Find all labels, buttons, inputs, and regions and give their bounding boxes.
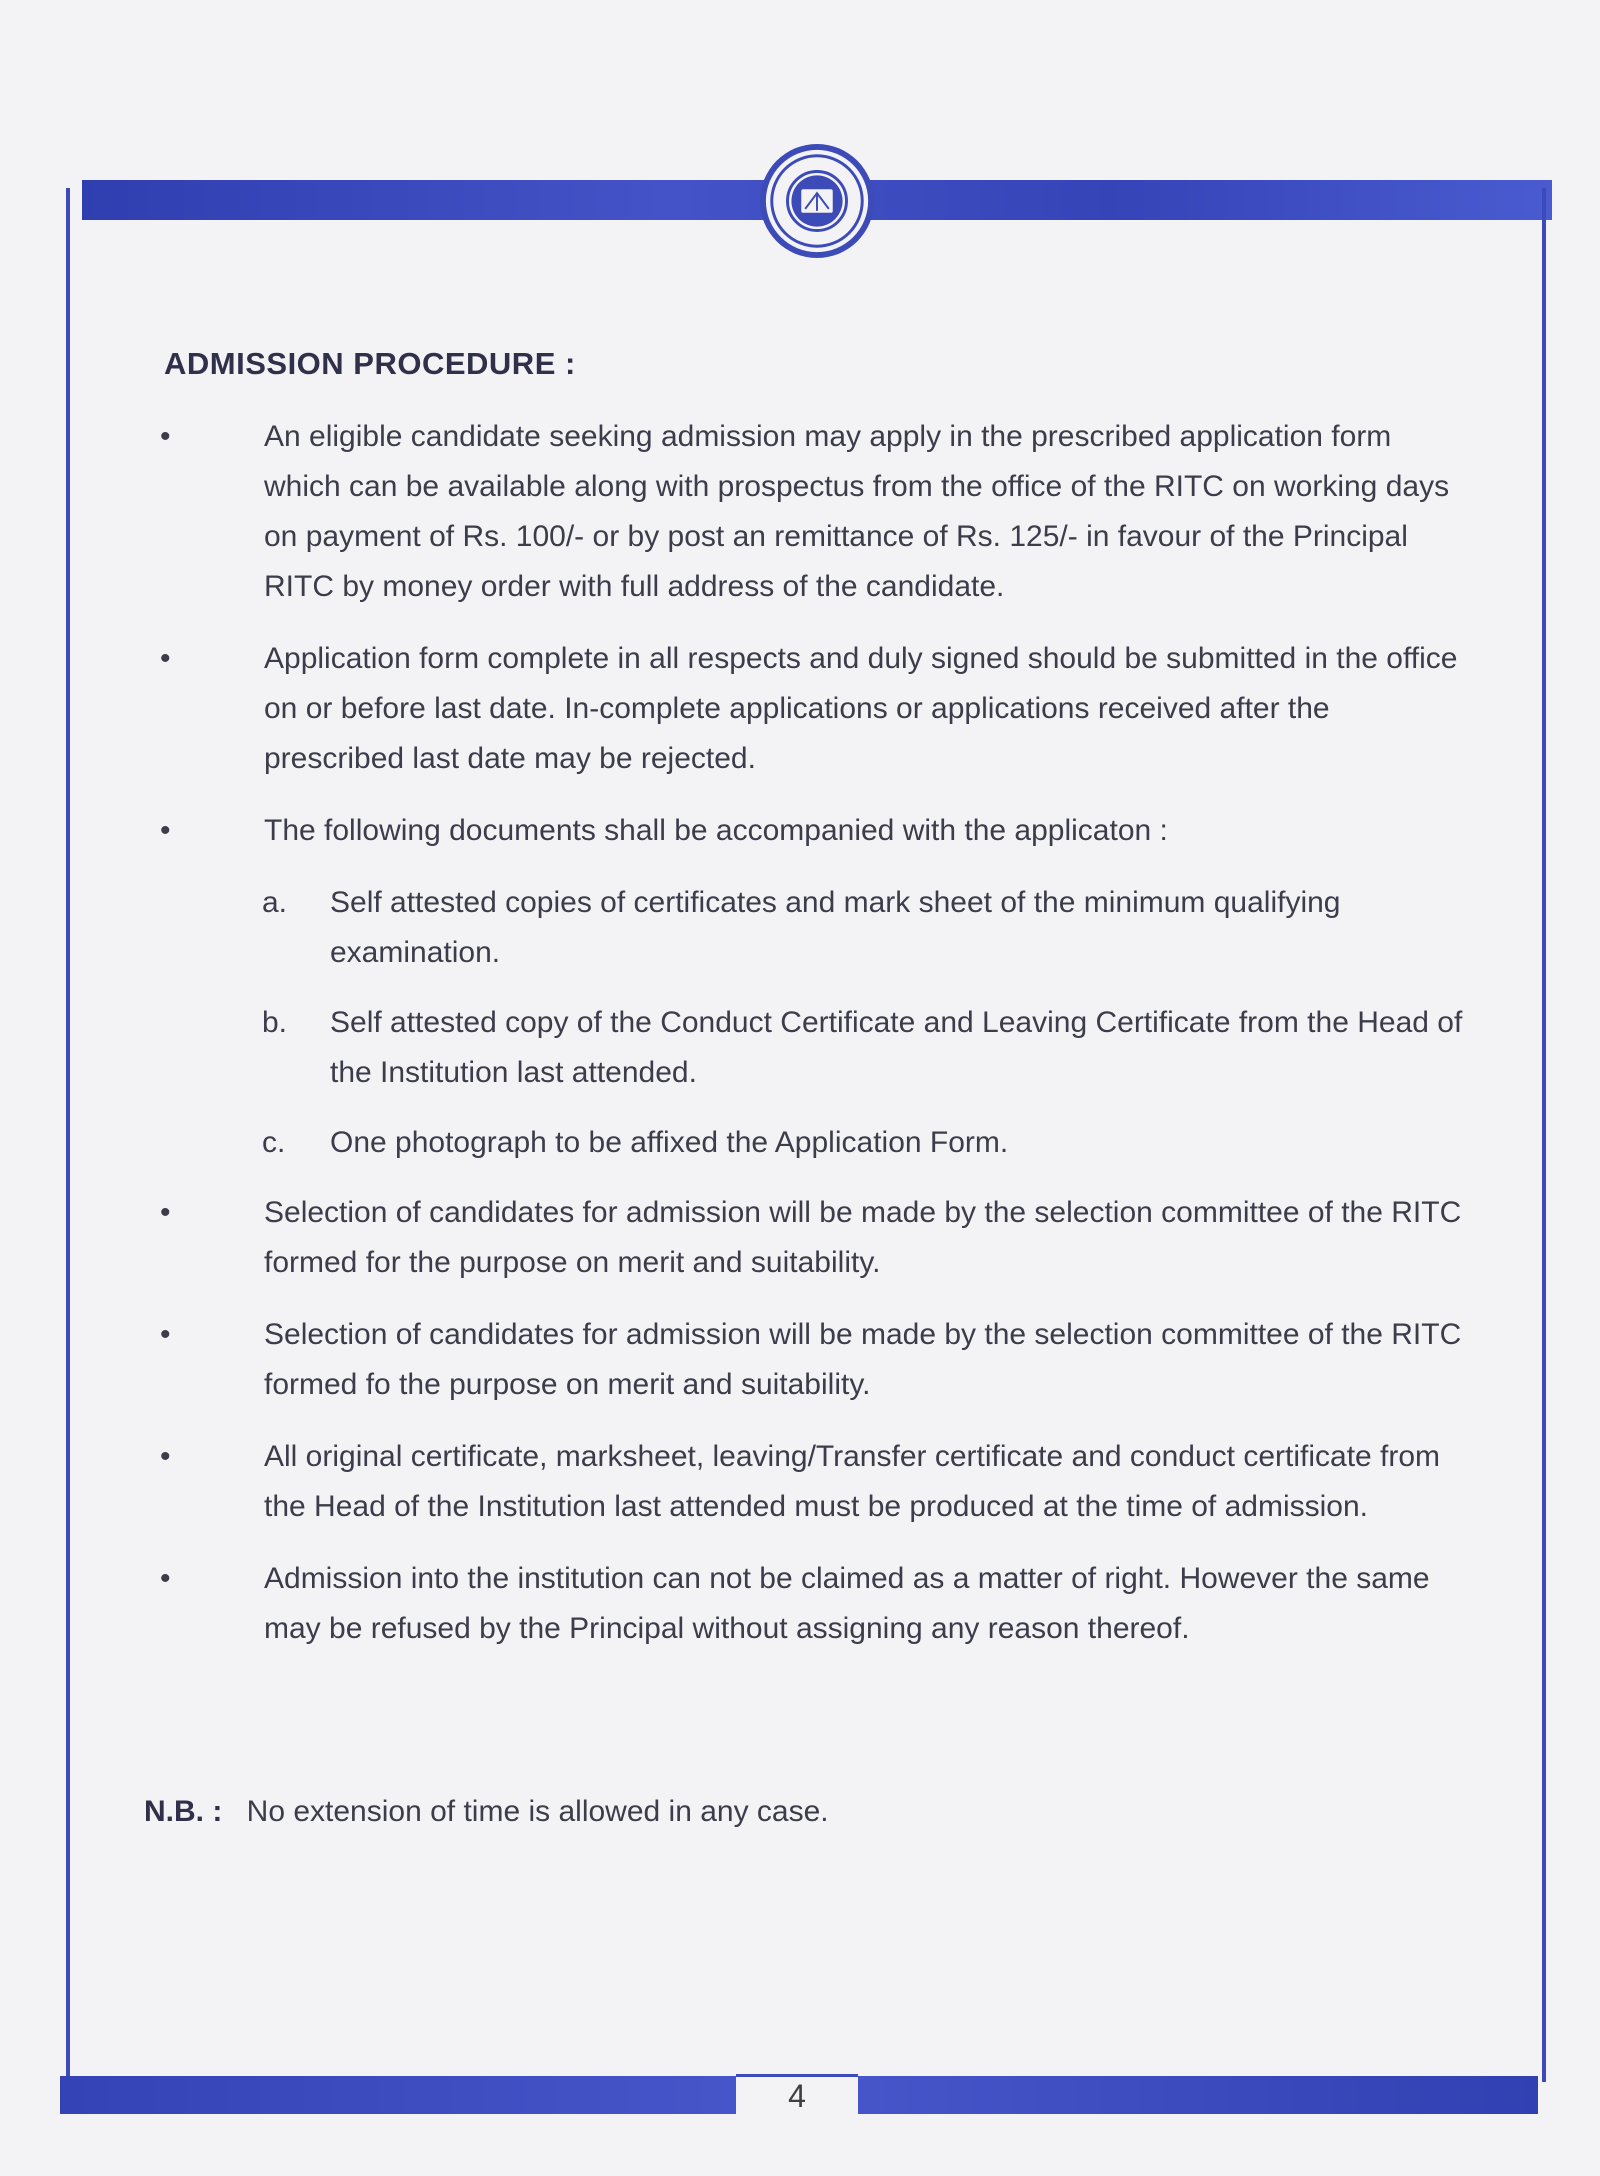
sub-item-text: Self attested copies of certificates and mark sheet of the minimum qualifying examination. xyxy=(330,886,1341,969)
list-item-text: All original certificate, marksheet, leaving/Transfer certificate and conduct certificate from the Head of the Institution last attended must be produced at the time of admission. xyxy=(264,1440,1441,1523)
sub-list-item xyxy=(160,1118,1470,1168)
list-item xyxy=(160,634,1470,784)
list-item-text: Application form complete in all respects and duly signed should be submitted in the office on or before last date. In-complete applications or applications received after the prescribed last date may be rejected. xyxy=(264,642,1458,775)
list-item xyxy=(160,1188,1470,1288)
sub-item-text: One photograph to be affixed the Application Form. xyxy=(330,1126,1009,1159)
bullet-icon: • xyxy=(160,1562,171,1595)
page-content xyxy=(160,346,1470,1676)
list-item-text: The following documents shall be accompanied with the applicaton : xyxy=(264,814,1168,847)
sub-item-letter: c. xyxy=(262,1126,286,1159)
list-item xyxy=(160,1432,1470,1532)
list-item-text: Selection of candidates for admission will be made by the selection committee of the RITC formed fo the purpose on merit and suitability. xyxy=(264,1318,1462,1401)
list-item xyxy=(160,412,1470,612)
list-item-text: Admission into the institution can not be claimed as a matter of right. However the same may be refused by the Principal without assigning any reason thereof. xyxy=(264,1562,1430,1645)
list-item-text: Selection of candidates for admission will be made by the selection committee of the RITC formed for the purpose on merit and suitability. xyxy=(264,1196,1462,1279)
list-item-text: An eligible candidate seeking admission may apply in the prescribed application form which can be available along with prospectus from the office of the RITC on working days on payment of Rs. 100/- or by post an remittance of Rs. 125/- in favour of the Principal RITC by money order with full address of the candidate. xyxy=(264,420,1450,603)
sub-list-item xyxy=(160,998,1470,1098)
sub-item-letter: b. xyxy=(262,1006,288,1039)
nota-bene-text: No extension of time is allowed in any case. xyxy=(246,1795,829,1828)
list-item xyxy=(160,1310,1470,1410)
sub-item-letter: a. xyxy=(262,886,288,919)
nota-bene-label: N.B. : xyxy=(144,1795,223,1828)
list-item xyxy=(160,1554,1470,1654)
bullet-icon: • xyxy=(160,642,171,675)
page-title: ADMISSION PROCEDURE : xyxy=(164,346,576,381)
bullet-icon: • xyxy=(160,1196,171,1229)
bullet-icon: • xyxy=(160,814,171,847)
sub-list-item xyxy=(160,878,1470,978)
bullet-icon: • xyxy=(160,1318,171,1351)
page-number: 4 xyxy=(736,2074,858,2114)
bullet-icon: • xyxy=(160,420,171,453)
institute-emblem-icon xyxy=(758,142,876,260)
bullet-icon: • xyxy=(160,1440,171,1473)
nota-bene xyxy=(144,1795,829,1829)
sub-item-text: Self attested copy of the Conduct Certificate and Leaving Certificate from the Head of the Institution last attended. xyxy=(330,1006,1463,1089)
list-item xyxy=(160,806,1470,856)
